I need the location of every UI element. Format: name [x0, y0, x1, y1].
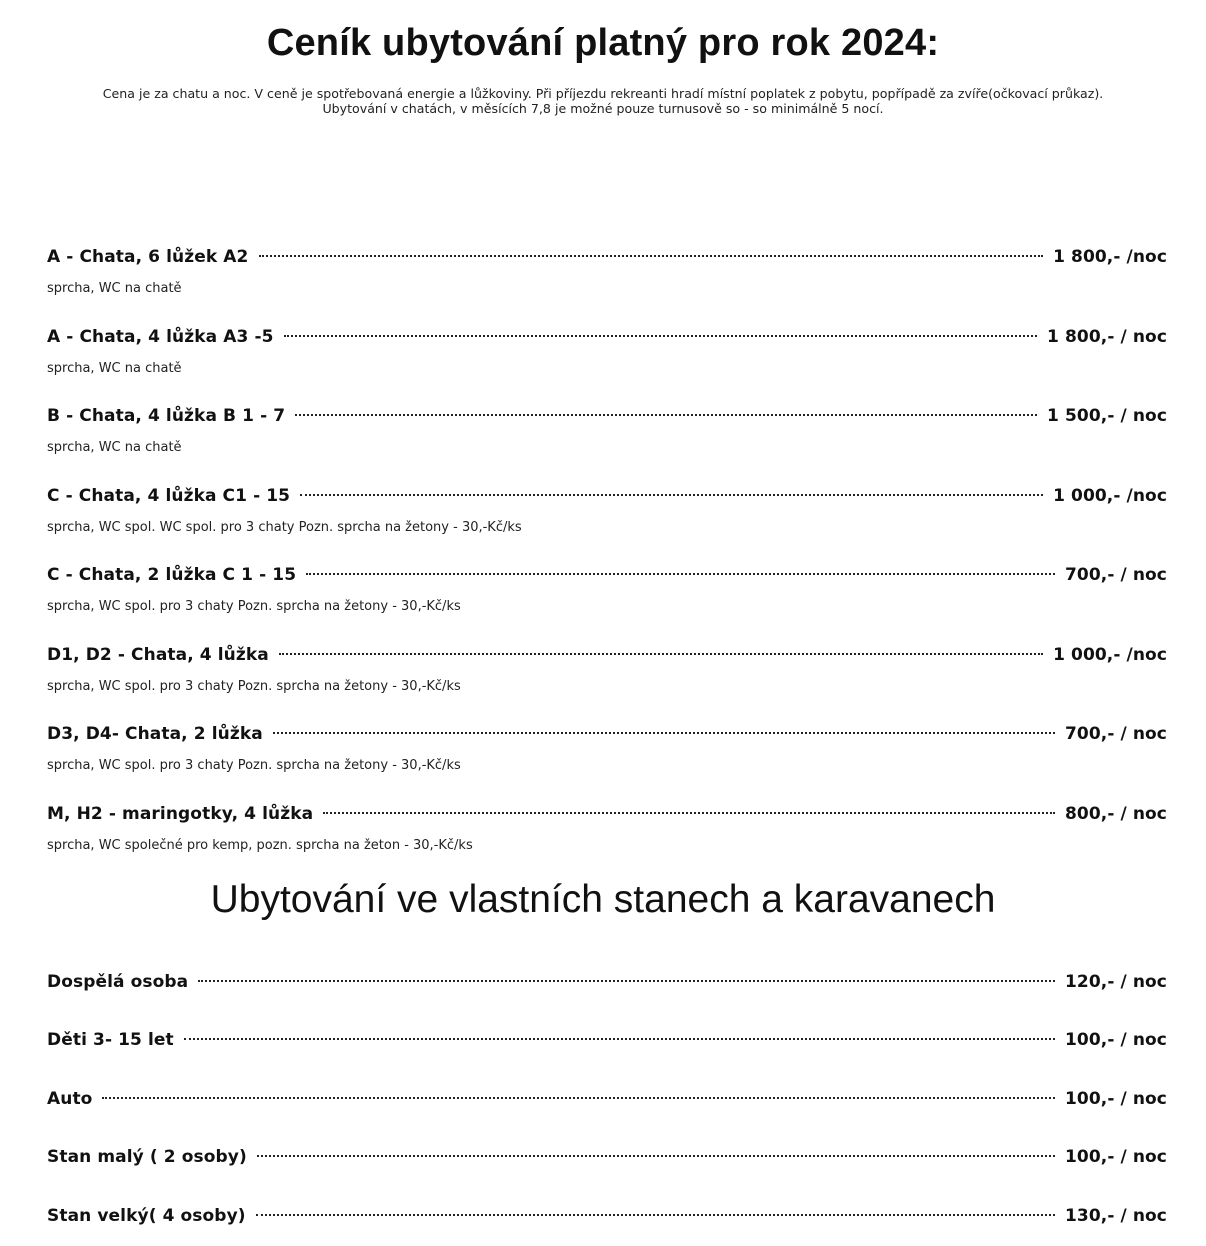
cabin-item: [47, 724, 1167, 773]
camping-item-price: 130,- / noc: [1064, 1206, 1167, 1226]
cabin-note: sprcha, WC spol. pro 3 chaty Pozn. sprcha na žetony - 30,-Kč/ks: [47, 758, 461, 773]
camping-item-price: 100,- / noc: [1064, 1089, 1167, 1109]
dot-leader: [273, 732, 1055, 734]
dot-leader: [295, 414, 1037, 416]
dot-leader: [284, 335, 1038, 337]
camping-item: [47, 1206, 1167, 1228]
cabin-name: C - Chata, 2 lůžka C 1 - 15: [47, 565, 297, 585]
dot-leader: [300, 494, 1043, 496]
camping-item: [47, 972, 1167, 994]
cabin-note: sprcha, WC spol. pro 3 chaty Pozn. sprcha na žetony - 30,-Kč/ks: [47, 599, 461, 614]
cabin-name: C - Chata, 4 lůžka C1 - 15: [47, 486, 291, 506]
cabin-name: A - Chata, 4 lůžka A3 -5: [47, 327, 274, 347]
dot-leader: [184, 1038, 1055, 1040]
cabin-price: 1 000,- /noc: [1053, 486, 1167, 506]
dot-leader: [259, 255, 1044, 257]
dot-leader: [323, 812, 1055, 814]
cabin-note: sprcha, WC na chatě: [47, 440, 182, 455]
cabin-price: 1 000,- /noc: [1053, 645, 1167, 665]
intro-line: Ubytování v chatách, v měsících 7,8 je možné pouze turnusově so - so minimálně 5 nocí.: [322, 100, 884, 116]
dot-leader: [256, 1214, 1055, 1216]
camping-section-title: Ubytování ve vlastních stanech a karavanech: [210, 878, 996, 921]
cabin-item: [47, 486, 1167, 535]
cabin-note: sprcha, WC spol. WC spol. pro 3 chaty Pozn. sprcha na žetony - 30,-Kč/ks: [47, 520, 522, 535]
cabin-price: 1 800,- / noc: [1047, 327, 1167, 347]
cabin-price: 700,- / noc: [1064, 724, 1167, 744]
cabin-name: D1, D2 - Chata, 4 lůžka: [47, 645, 269, 665]
camping-item-price: 120,- / noc: [1064, 972, 1167, 992]
camping-item: [47, 1089, 1167, 1111]
camping-item-name: Děti 3- 15 let: [47, 1030, 174, 1050]
cabin-price: 1 800,- /noc: [1053, 247, 1167, 267]
cabin-name: M, H2 - maringotky, 4 lůžka: [47, 804, 314, 824]
cabin-item: [47, 327, 1167, 376]
cabin-price: 700,- / noc: [1064, 565, 1167, 585]
camping-item-price: 100,- / noc: [1064, 1030, 1167, 1050]
camping-item-name: Stan malý ( 2 osoby): [47, 1147, 247, 1167]
camping-item: [47, 1147, 1167, 1169]
dot-leader: [257, 1155, 1055, 1157]
camping-item-name: Auto: [47, 1089, 93, 1109]
cabin-item: [47, 247, 1167, 296]
dot-leader: [198, 980, 1055, 982]
cabin-note: sprcha, WC spol. pro 3 chaty Pozn. sprcha na žetony - 30,-Kč/ks: [47, 679, 461, 694]
cabin-item: [47, 406, 1167, 455]
cabin-name: D3, D4- Chata, 2 lůžka: [47, 724, 263, 744]
cabin-item: [47, 565, 1167, 614]
camping-item-name: Stan velký( 4 osoby): [47, 1206, 246, 1226]
camping-item-name: Dospělá osoba: [47, 972, 189, 992]
camping-item: [47, 1030, 1167, 1052]
camping-item-price: 100,- / noc: [1064, 1147, 1167, 1167]
cabin-note: sprcha, WC společné pro kemp, pozn. sprcha na žeton - 30,-Kč/ks: [47, 838, 473, 853]
page-title: Ceník ubytování platný pro rok 2024:: [266, 22, 940, 64]
cabin-price: 1 500,- / noc: [1047, 406, 1167, 426]
cabin-item: [47, 645, 1167, 694]
cabin-note: sprcha, WC na chatě: [47, 361, 182, 376]
dot-leader: [306, 573, 1055, 575]
cabin-name: B - Chata, 4 lůžka B 1 - 7: [47, 406, 286, 426]
dot-leader: [279, 653, 1043, 655]
dot-leader: [102, 1097, 1055, 1099]
intro-line: Cena je za chatu a noc. V ceně je spotřebovaná energie a lůžkoviny. Při příjezdu rekreanti hradí místní poplatek z pobytu, popřípadě za zvíře(očkovací průkaz).: [102, 86, 1104, 101]
intro-text: [0, 87, 1206, 116]
cabin-item: [47, 804, 1167, 853]
cabin-price: 800,- / noc: [1064, 804, 1167, 824]
cabin-name: A - Chata, 6 lůžek A2: [47, 247, 249, 267]
cabin-note: sprcha, WC na chatě: [47, 281, 182, 296]
